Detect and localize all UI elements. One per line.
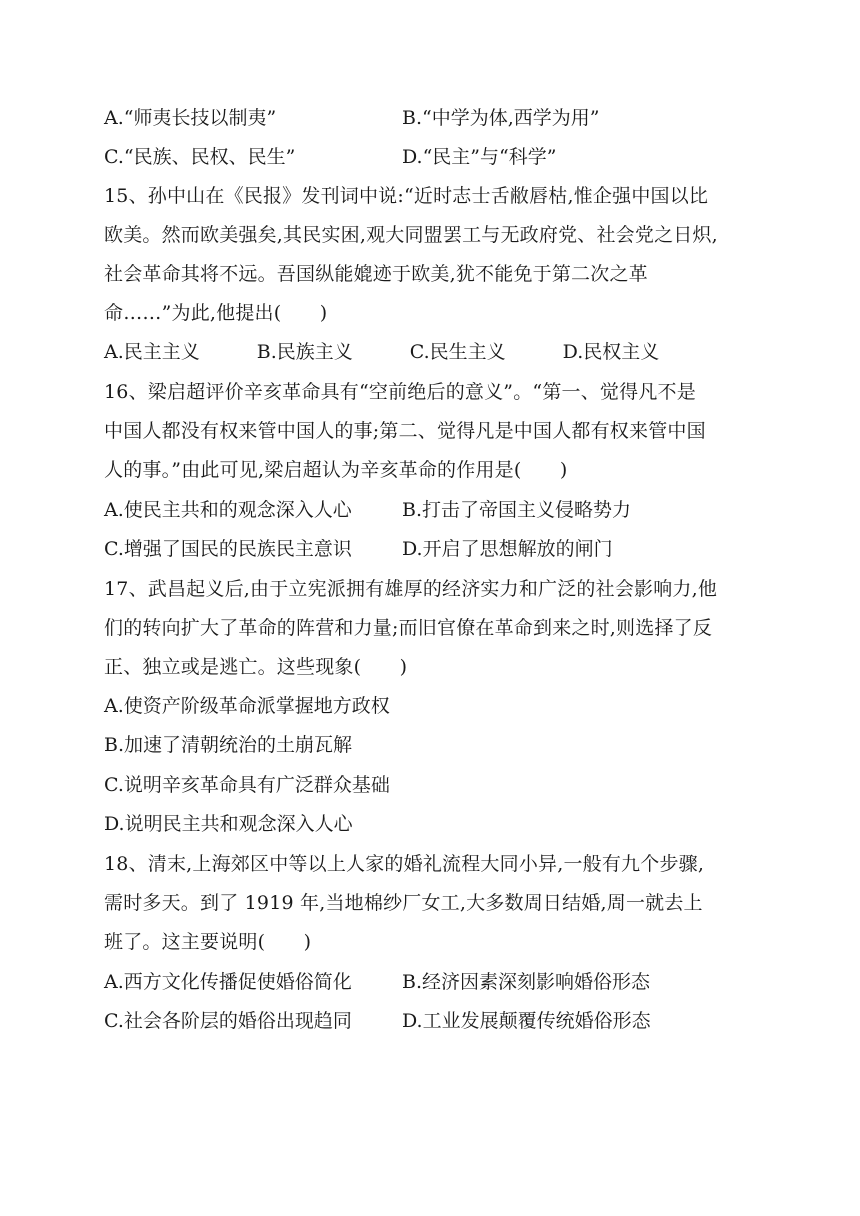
q18-stem-line-2: 需时多天。到了 1919 年,当地棉纱厂女工,大多数周日结婚,周一就去上: [104, 892, 703, 914]
q18-stem-line-1: 18、清末,上海郊区中等以上人家的婚礼流程大同小异,一般有九个步骤,: [104, 853, 705, 875]
q16-stem-line-2: 中国人都没有权来管中国人的事;第二、觉得凡是中国人都有权来管中国: [104, 420, 706, 442]
q17-stem-line-2: 们的转向扩大了革命的阵营和力量;而旧官僚在革命到来之时,则选择了反: [104, 617, 713, 639]
q15-stem-line-4: 命……”为此,他提出( ): [104, 302, 328, 324]
q18-option-b: B.经济因素深刻影响婚俗形态: [402, 971, 651, 993]
q14-option-b: B.“中学为体,西学为用”: [402, 107, 600, 129]
q17-stem-line-3: 正、独立或是逃亡。这些现象( ): [104, 656, 408, 678]
q15-stem-line-1: 15、孙中山在《民报》发刊词中说:“近时志士舌敝唇枯,惟企强中国以比: [104, 185, 709, 207]
q16-stem-line-3: 人的事。”由此可见,梁启超认为辛亥革命的作用是( ): [104, 459, 568, 481]
q15-options: A.民主主义 B.民族主义 C.民生主义 D.民权主义: [104, 341, 660, 363]
q15-stem-line-2: 欧美。然而欧美强矣,其民实困,观大同盟罢工与无政府党、社会党之日炽,: [104, 224, 718, 246]
q15-stem-line-3: 社会革命其将不远。吾国纵能媲迹于欧美,犹不能免于第二次之革: [104, 263, 648, 285]
q14-option-d: D.“民主”与“科学”: [402, 146, 557, 168]
q14-option-c: C.“民族、民权、民生”: [104, 146, 296, 168]
q18-option-a: A.西方文化传播促使婚俗简化: [104, 971, 352, 993]
q16-option-b: B.打击了帝国主义侵略势力: [402, 499, 632, 521]
q18-stem-line-3: 班了。这主要说明( ): [104, 931, 312, 953]
q14-option-a: A.“师夷长技以制夷”: [104, 107, 277, 129]
q16-option-a: A.使民主共和的观念深入人心: [104, 499, 352, 521]
q17-option-a: A.使资产阶级革命派掌握地方政权: [104, 695, 390, 717]
q18-option-d: D.工业发展颠覆传统婚俗形态: [402, 1010, 651, 1032]
q17-option-c: C.说明辛亥革命具有广泛群众基础: [104, 774, 390, 796]
q17-option-b: B.加速了清朝统治的土崩瓦解: [104, 734, 353, 756]
q16-option-d: D.开启了思想解放的闸门: [402, 538, 613, 560]
q18-option-c: C.社会各阶层的婚俗出现趋同: [104, 1010, 352, 1032]
q17-stem-line-1: 17、武昌起义后,由于立宪派拥有雄厚的经济实力和广泛的社会影响力,他: [104, 578, 718, 600]
q16-stem-line-1: 16、梁启超评价辛亥革命具有“空前绝后的意义”。“第一、觉得凡不是: [104, 381, 696, 403]
q17-option-d: D.说明民主共和观念深入人心: [104, 813, 353, 835]
q16-option-c: C.增强了国民的民族民主意识: [104, 538, 352, 560]
